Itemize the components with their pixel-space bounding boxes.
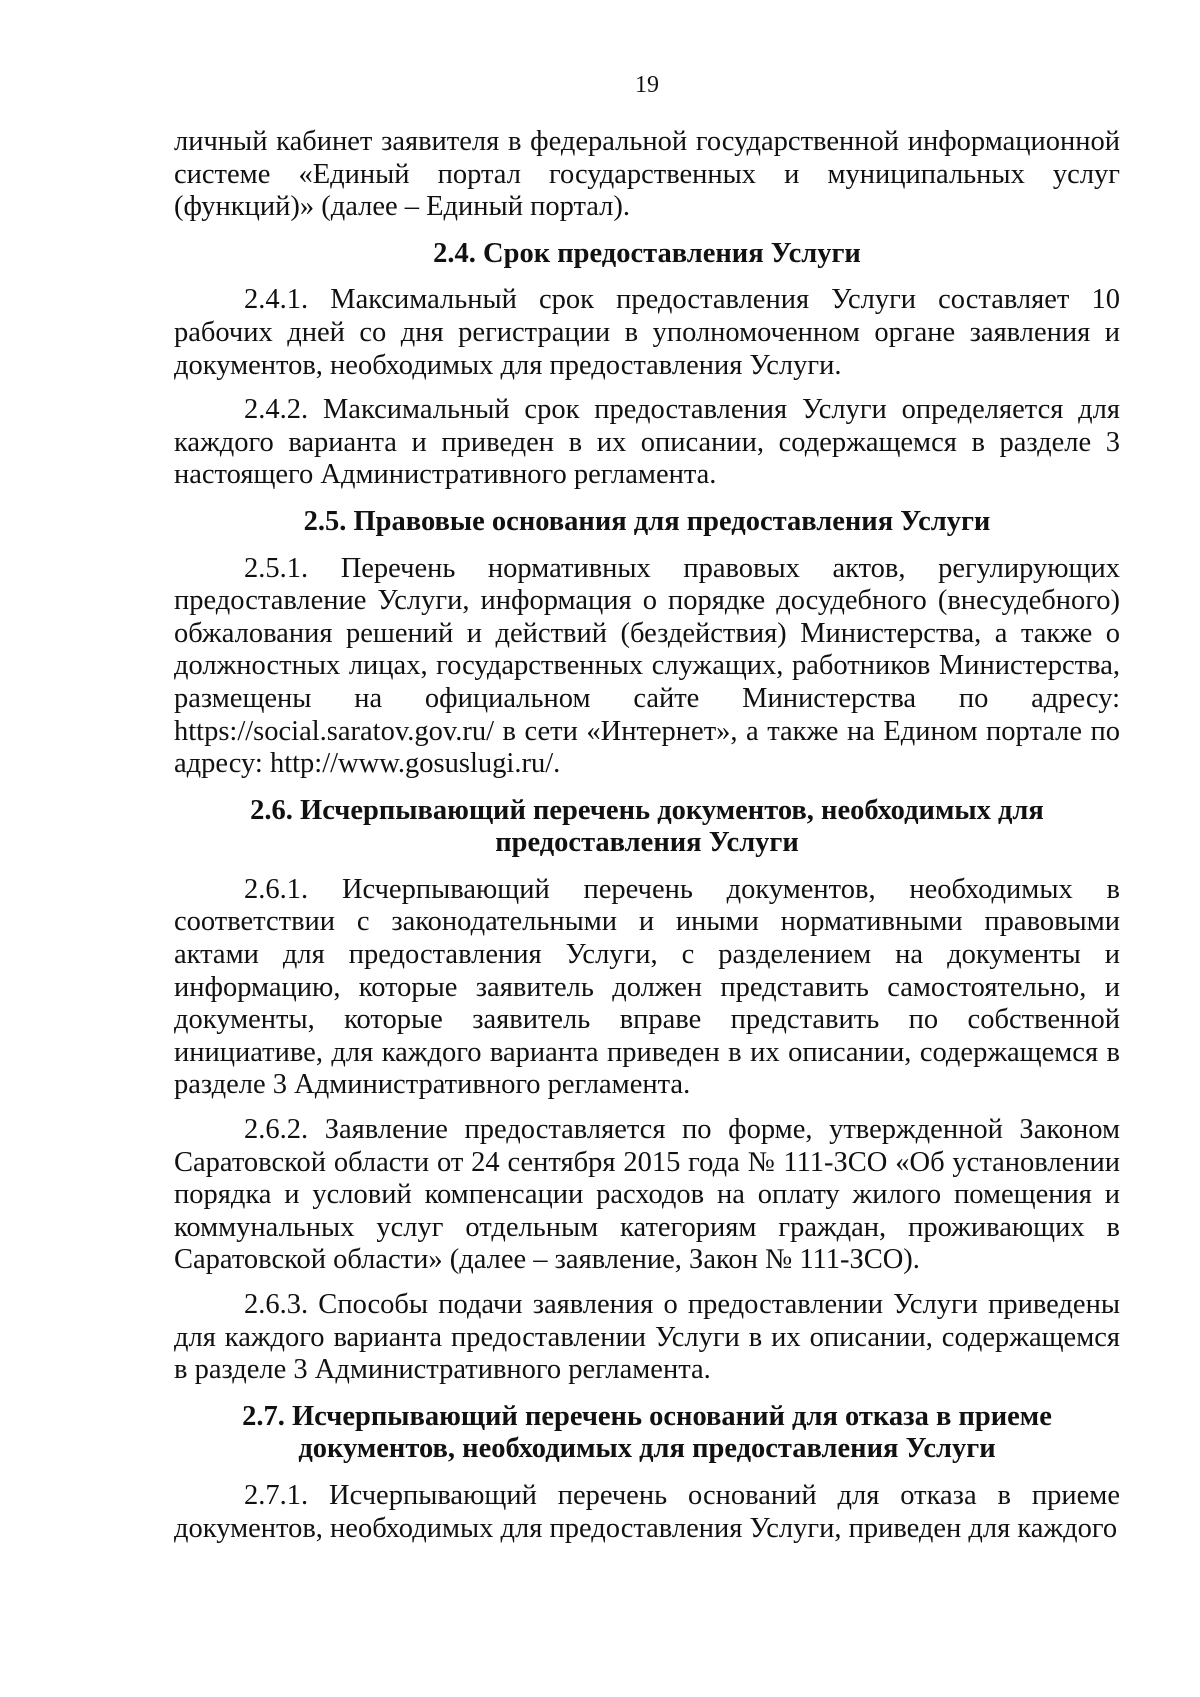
section-heading-2-6: 2.6. Исчерпывающий перечень документов, необходимых для предоставления Услуги — [250, 794, 1044, 859]
paragraph-2-7-1: 2.7.1. Исчерпывающий перечень оснований для отказа в приеме документов, необходимых для предоставления Услуги, приведен для каждого — [174, 1479, 1120, 1544]
section-heading-2-7: 2.7. Исчерпывающий перечень оснований для отказа в приеме документов, необходимых для предоставления Услуги — [242, 1400, 1052, 1465]
section-heading-2-4: 2.4. Срок предоставления Услуги — [433, 237, 861, 269]
page-number: 19 — [635, 72, 659, 98]
paragraph-2-5-1: 2.5.1. Перечень нормативных правовых актов, регулирующих предоставление Услуги, информация о порядке досудебного (внесудебного) обжалования решений и действий (бездействия) Министерства, а также о должностных лицах, государственных служащих, работников Министерства, размещены на официальном сайте Министерства по адресу: https://social.saratov.gov.ru/ в сети «Интернет», а также на Едином портале по адресу: http://www.gosuslugi.ru/. — [174, 552, 1120, 780]
paragraph-2-4-1: 2.4.1. Максимальный срок предоставления Услуги составляет 10 рабочих дней со дня регистрации в уполномоченном органе заявления и документов, необходимых для предоставления Услуги. — [174, 284, 1120, 381]
section-heading-2-5: 2.5. Правовые основания для предоставления Услуги — [303, 505, 991, 537]
paragraph-2-6-3: 2.6.3. Способы подачи заявления о предоставлении Услуги приведены для каждого варианта предоставлении Услуги в их описании, содержащемся в разделе 3 Административного регламента. — [174, 1289, 1120, 1386]
document-page — [174, 70, 1120, 1545]
paragraph-2-6-1: 2.6.1. Исчерпывающий перечень документов, необходимых в соответствии с законодательными и иными нормативными правовыми актами для предоставления Услуги, с разделением на документы и информацию, которые заявитель должен представить самостоятельно, и документы, которые заявитель вправе представить по собственной инициативе, для каждого варианта приведен в их описании, содержащемся в разделе 3 Административного регламента. — [174, 873, 1120, 1101]
intro-paragraph: личный кабинет заявителя в федеральной государственной информационной системе «Единый портал государственных и муниципальных услуг (функций)» (далее – Единый портал). — [174, 126, 1120, 223]
paragraph-2-4-2: 2.4.2. Максимальный срок предоставления Услуги определяется для каждого варианта и приведен в их описании, содержащемся в разделе 3 настоящего Административного регламента. — [174, 394, 1120, 491]
paragraph-2-6-2: 2.6.2. Заявление предоставляется по форме, утвержденной Законом Саратовской области от 24 сентября 2015 года № 111-ЗСО «Об установлении порядка и условий компенсации расходов на оплату жилого помещения и коммунальных услуг отдельным категориям граждан, проживающих в Саратовской области» (далее – заявление, Закон № 111-ЗСО). — [174, 1114, 1120, 1276]
